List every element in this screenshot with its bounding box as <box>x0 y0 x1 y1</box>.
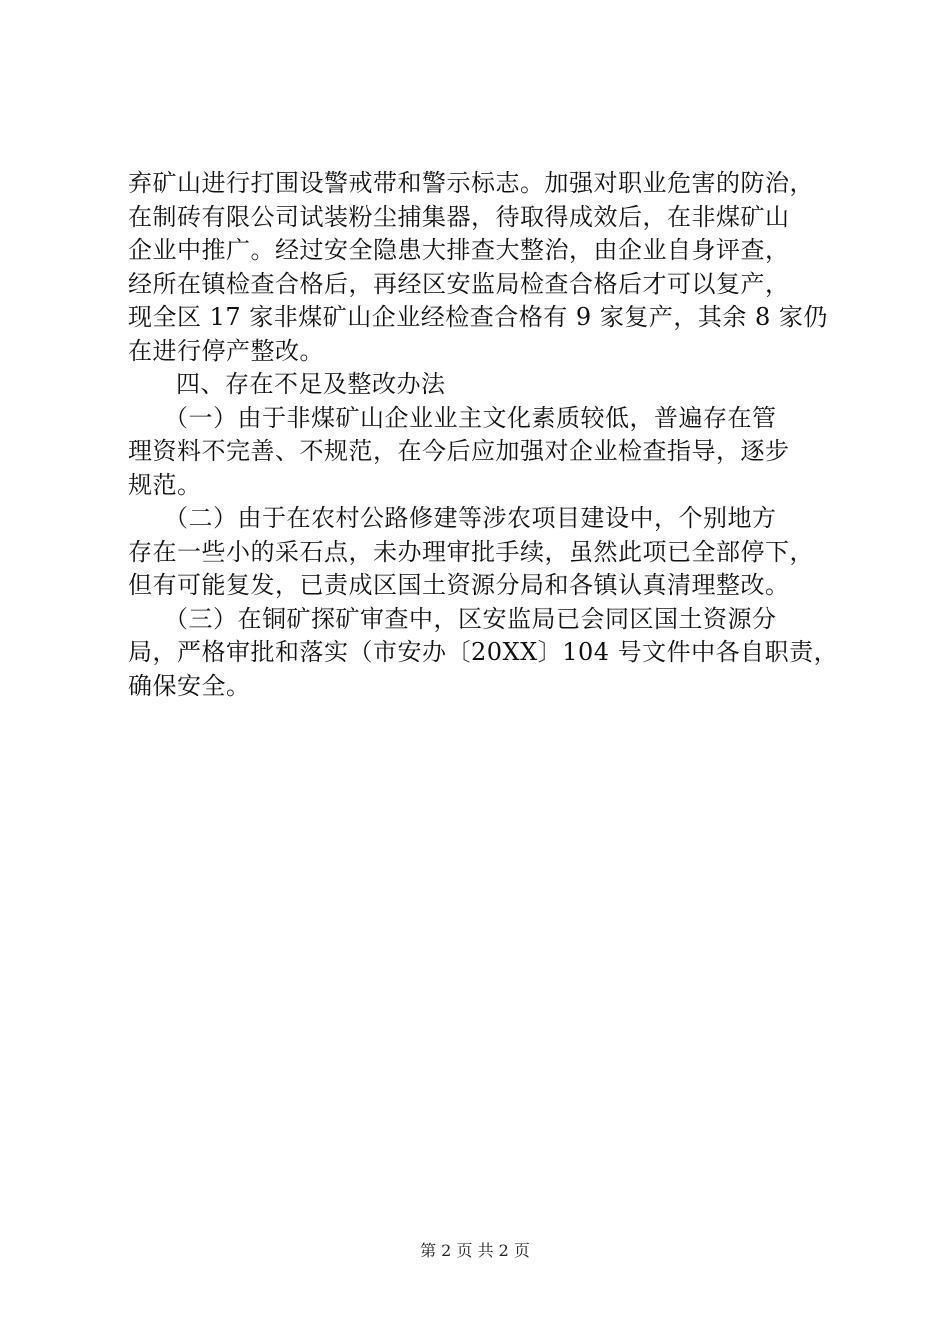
paragraph-line: 在制砖有限公司试装粉尘捕集器，待取得成效后，在非煤矿山 <box>128 202 790 231</box>
item-line: 存在一些小的采石点，未办理审批手续，虽然此项已全部停下， <box>128 537 814 566</box>
paragraph-line: 经所在镇检查合格后，再经区安监局检查合格后才可以复产， <box>128 269 790 298</box>
paragraph-line: 企业中推广。经过安全隐患大排查大整治，由企业自身评查， <box>128 236 790 264</box>
item-line: 规范。 <box>128 470 202 499</box>
item-line: 但有可能复发，已责成区国土资源分局和各镇认真清理整改。 <box>128 571 790 599</box>
item-line: 局，严格审批和落实（市安办〔20XX〕104 号文件中各自职责， <box>128 638 839 666</box>
item-line: 理资料不完善、不规范，在今后应加强对企业检查指导，逐步 <box>128 437 790 465</box>
paragraph-line: 弃矿山进行打围设警戒带和警示标志。加强对职业危害的防治， <box>128 169 814 197</box>
item-line: （一）由于非煤矿山企业业主文化素质较低，普遍存在管 <box>164 403 777 432</box>
body-text <box>128 167 840 703</box>
item-line: （三）在铜矿探矿审查中，区安监局已会同区国土资源分 <box>164 604 777 633</box>
item-line: （二）由于在农村公路修建等涉农项目建设中，个别地方 <box>164 504 777 532</box>
paragraph-line: 现全区 17 家非煤矿山企业经检查合格有 9 家复产，其余 8 家仍 <box>128 303 828 331</box>
page-footer: 第 2 页 共 2 页 <box>420 1241 530 1260</box>
section-heading: 四、存在不足及整改办法 <box>176 370 446 398</box>
item-line: 确保安全。 <box>128 671 251 700</box>
paragraph-line: 在进行停产整改。 <box>128 336 324 365</box>
